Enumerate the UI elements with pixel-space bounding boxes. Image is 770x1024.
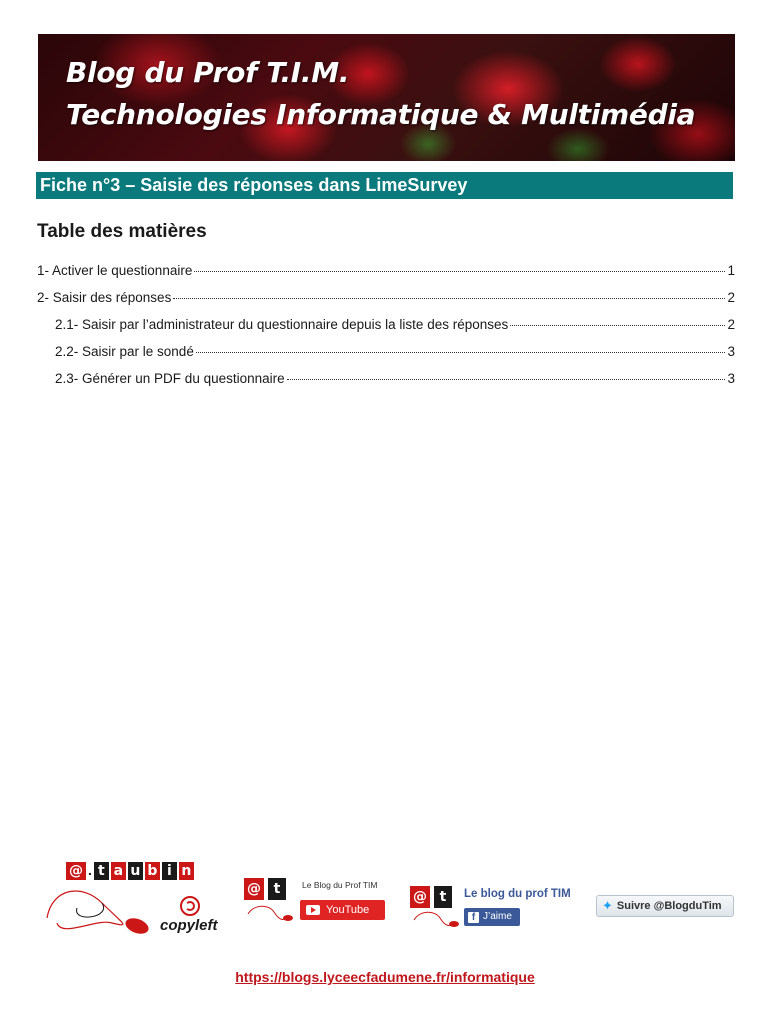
logo-tile: @ bbox=[66, 862, 86, 880]
logo-tile: t bbox=[268, 878, 286, 900]
mini-logo bbox=[244, 878, 286, 900]
logo-tile: t bbox=[434, 886, 452, 908]
banner-title-line2: Technologies Informatique & Multimédia bbox=[66, 98, 696, 131]
toc-entry[interactable] bbox=[55, 344, 735, 364]
mouse-cable-icon bbox=[244, 902, 294, 924]
facebook-page-label: Le blog du prof TIM bbox=[464, 888, 571, 900]
toc-entry-page: 3 bbox=[727, 344, 735, 359]
toc-entry-page: 2 bbox=[727, 290, 735, 305]
logo-dot: . bbox=[88, 862, 92, 878]
fiche-title: Fiche n°3 – Saisie des réponses dans LimeSurvey bbox=[40, 175, 468, 195]
youtube-badge[interactable] bbox=[244, 878, 394, 926]
toc-entry-label: 2.2- Saisir par le sondé bbox=[55, 344, 194, 359]
banner-title-line1: Blog du Prof T.I.M. bbox=[66, 56, 350, 89]
toc-entry-label: 2.1- Saisir par l’administrateur du questionnaire depuis la liste des réponses bbox=[55, 317, 509, 332]
twitter-button-label: Suivre @BlogduTim bbox=[616, 900, 722, 912]
logo-tile: b bbox=[145, 862, 160, 880]
toc-entry[interactable] bbox=[37, 290, 735, 310]
toc-leader-dots bbox=[173, 298, 725, 299]
toc-leader-dots bbox=[287, 379, 726, 380]
toc-entry-page: 3 bbox=[727, 371, 735, 386]
fiche-title-bar bbox=[36, 172, 733, 199]
twitter-bird-icon: ✦ bbox=[602, 898, 613, 913]
logo-tile: a bbox=[111, 862, 126, 880]
logo-tile: t bbox=[94, 862, 109, 880]
logo-tile: @ bbox=[244, 878, 264, 900]
youtube-button[interactable] bbox=[300, 900, 385, 920]
facebook-icon: f bbox=[468, 912, 479, 923]
toc-entry-label: 1- Activer le questionnaire bbox=[37, 263, 193, 278]
facebook-like-button[interactable] bbox=[464, 908, 520, 926]
toc-entry-page: 2 bbox=[727, 317, 735, 332]
facebook-badge[interactable] bbox=[410, 886, 590, 930]
toc-entry-page: 1 bbox=[727, 263, 735, 278]
logo-tile: u bbox=[128, 862, 143, 880]
youtube-button-label: YouTube bbox=[326, 904, 370, 916]
mouse-cable-icon bbox=[42, 878, 162, 938]
toc-leader-dots bbox=[196, 352, 726, 353]
logo-tile: i bbox=[162, 862, 177, 880]
toc-leader-dots bbox=[510, 325, 725, 326]
mini-logo bbox=[410, 886, 452, 908]
ataubin-logo bbox=[42, 862, 222, 942]
toc-heading: Table des matières bbox=[37, 221, 207, 242]
logo-tile: @ bbox=[410, 886, 430, 908]
facebook-button-label: J’aime bbox=[483, 911, 512, 922]
youtube-channel-label: Le Blog du Prof TIM bbox=[302, 880, 378, 890]
twitter-follow-button[interactable] bbox=[596, 895, 734, 917]
logo-tile: n bbox=[179, 862, 194, 880]
toc-leader-dots bbox=[194, 271, 725, 272]
toc-entry-label: 2- Saisir des réponses bbox=[37, 290, 172, 305]
copyleft-icon bbox=[180, 896, 200, 916]
toc-entry[interactable] bbox=[55, 371, 735, 391]
toc-entry[interactable] bbox=[37, 263, 735, 283]
mouse-cable-icon bbox=[410, 908, 460, 930]
youtube-play-icon bbox=[306, 905, 320, 915]
toc-entry[interactable] bbox=[55, 317, 735, 337]
header-banner bbox=[38, 34, 735, 161]
blog-url-link[interactable]: https://blogs.lyceecfadumene.fr/informatique bbox=[235, 969, 535, 985]
toc-entry-label: 2.3- Générer un PDF du questionnaire bbox=[55, 371, 285, 386]
copyleft-label: copyleft bbox=[160, 917, 218, 934]
